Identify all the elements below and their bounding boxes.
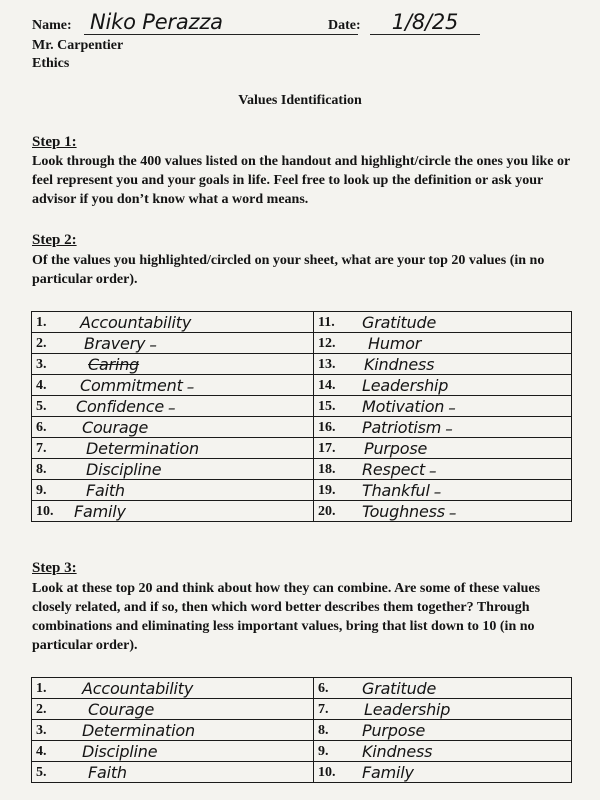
check-mark: – — [448, 504, 457, 522]
value-cell[interactable] — [32, 459, 314, 480]
value-cell[interactable] — [32, 312, 314, 333]
value-cell[interactable] — [32, 741, 314, 762]
value-cell[interactable] — [314, 375, 572, 396]
row-number: 17. — [318, 441, 336, 456]
row-number: 9. — [318, 744, 329, 759]
value-cell[interactable] — [32, 438, 314, 459]
row-number: 6. — [318, 681, 329, 696]
value-cell[interactable] — [314, 762, 572, 783]
handwritten-value: Accountability — [80, 313, 192, 332]
handwritten-value: Courage — [82, 418, 149, 437]
step3-heading: Step 3: — [32, 560, 77, 576]
handwritten-value: Purpose — [362, 721, 426, 740]
step2-heading: Step 2: — [32, 232, 77, 248]
value-cell[interactable] — [32, 762, 314, 783]
row-number: 3. — [36, 357, 47, 372]
handwritten-value: Patriotism — [362, 418, 442, 437]
step1-heading: Step 1: — [32, 134, 77, 150]
handwritten-value: Bravery — [84, 334, 146, 353]
step3-instructions: Look at these top 20 and think about how they can combine. Are some of these values closely related, and if so, then which word better describes them together? Through combinations and eliminating less important values, bring that list down to 10 (in no particular order). — [32, 581, 541, 653]
check-mark: – — [186, 378, 195, 396]
table-row — [32, 720, 572, 741]
handwritten-value: Humor — [368, 334, 422, 353]
row-number: 7. — [36, 441, 47, 456]
page-title: Values Identification — [238, 93, 362, 108]
row-number: 12. — [318, 336, 336, 351]
table-row — [32, 762, 572, 783]
value-cell[interactable] — [32, 375, 314, 396]
row-number: 1. — [36, 315, 47, 330]
row-number: 4. — [36, 744, 47, 759]
table-row — [32, 417, 572, 438]
value-cell[interactable] — [314, 699, 572, 720]
teacher-name: Mr. Carpentier — [32, 38, 124, 53]
table-row — [32, 480, 572, 501]
handwritten-value: Toughness — [362, 502, 445, 521]
row-number: 8. — [36, 462, 47, 477]
row-number: 2. — [36, 702, 47, 717]
value-cell[interactable] — [314, 417, 572, 438]
check-mark: – — [445, 420, 453, 438]
date-label: Date: — [328, 18, 361, 33]
name-date-row — [32, 10, 592, 38]
step1-instructions: Look through the 400 values listed on the handout and highlight/circle the ones you like or feel represent you and your goals in life. Feel free to look up the definition or ask your advisor if you don’t know what a word means. — [32, 154, 570, 207]
table-row — [32, 438, 572, 459]
handwritten-value: Discipline — [86, 460, 162, 479]
value-cell[interactable] — [314, 312, 572, 333]
handwritten-value: Discipline — [82, 742, 158, 761]
value-cell[interactable] — [314, 501, 572, 522]
name-field[interactable]: Niko Perazza — [84, 10, 358, 35]
value-cell[interactable] — [314, 480, 572, 501]
value-cell[interactable] — [32, 396, 314, 417]
handwritten-value: Leadership — [364, 700, 451, 719]
handwritten-value: Respect — [362, 460, 425, 479]
value-cell[interactable] — [314, 438, 572, 459]
row-number: 5. — [36, 765, 47, 780]
handwritten-value: Gratitude — [362, 679, 437, 698]
name-label: Name: — [32, 18, 72, 33]
check-mark: – — [149, 336, 157, 354]
handwritten-value: Kindness — [364, 355, 435, 374]
check-mark: – — [428, 462, 437, 480]
date-field[interactable]: 1/8/25 — [370, 10, 480, 35]
handwritten-value: Purpose — [364, 439, 428, 458]
table-row — [32, 678, 572, 699]
value-cell[interactable] — [314, 396, 572, 417]
course-name: Ethics — [32, 56, 70, 71]
table-row — [32, 501, 572, 522]
value-cell[interactable] — [314, 678, 572, 699]
row-number: 3. — [36, 723, 47, 738]
row-number: 13. — [318, 357, 336, 372]
row-number: 2. — [36, 336, 47, 351]
row-number: 20. — [318, 504, 336, 519]
handwritten-value: Faith — [88, 763, 127, 782]
table-row — [32, 459, 572, 480]
row-number: 15. — [318, 399, 336, 414]
top-20-values-table — [31, 311, 572, 522]
row-number: 14. — [318, 378, 336, 393]
row-number: 6. — [36, 420, 47, 435]
row-number: 4. — [36, 378, 47, 393]
table-row — [32, 333, 572, 354]
handwritten-value: Thankful — [362, 481, 430, 500]
row-number: 9. — [36, 483, 47, 498]
check-mark: – — [448, 399, 456, 417]
value-cell[interactable] — [314, 459, 572, 480]
handwritten-value: Gratitude — [362, 313, 437, 332]
handwritten-value: Courage — [88, 700, 155, 719]
handwritten-value: Accountability — [82, 679, 194, 698]
row-number: 8. — [318, 723, 329, 738]
value-cell[interactable] — [32, 678, 314, 699]
handwritten-value: Caring — [88, 355, 140, 374]
handwritten-value: Motivation — [362, 397, 445, 416]
row-number: 10. — [318, 765, 336, 780]
value-cell[interactable] — [32, 333, 314, 354]
row-number: 16. — [318, 420, 336, 435]
table-row — [32, 312, 572, 333]
value-cell[interactable] — [314, 720, 572, 741]
value-cell[interactable] — [32, 501, 314, 522]
row-number: 19. — [318, 483, 336, 498]
table-row — [32, 699, 572, 720]
row-number: 18. — [318, 462, 336, 477]
handwritten-value: Commitment — [80, 376, 183, 395]
handwritten-value: Family — [74, 502, 126, 521]
handwritten-value: Determination — [86, 439, 199, 458]
handwritten-value: Family — [362, 763, 414, 782]
row-number: 1. — [36, 681, 47, 696]
handwritten-value: Faith — [86, 481, 125, 500]
row-number: 7. — [318, 702, 329, 717]
row-number: 5. — [36, 399, 47, 414]
value-cell[interactable] — [32, 720, 314, 741]
value-cell[interactable] — [314, 741, 572, 762]
value-cell[interactable] — [314, 333, 572, 354]
handwritten-value: Kindness — [362, 742, 433, 761]
value-cell[interactable] — [314, 354, 572, 375]
value-cell[interactable] — [32, 699, 314, 720]
step2-instructions: Of the values you highlighted/circled on your sheet, what are your top 20 values (in no particular order). — [32, 253, 545, 287]
row-number: 11. — [318, 315, 335, 330]
top-10-values-table — [31, 677, 572, 783]
table-row — [32, 741, 572, 762]
check-mark: – — [167, 399, 176, 417]
row-number: 10. — [36, 504, 54, 519]
handwritten-value: Confidence — [76, 397, 164, 416]
value-cell[interactable] — [32, 417, 314, 438]
table-row — [32, 396, 572, 417]
table-row — [32, 354, 572, 375]
table-row — [32, 375, 572, 396]
value-cell[interactable] — [32, 354, 314, 375]
check-mark: – — [433, 483, 442, 501]
handwritten-value: Determination — [82, 721, 195, 740]
handwritten-value: Leadership — [362, 376, 449, 395]
value-cell[interactable] — [32, 480, 314, 501]
